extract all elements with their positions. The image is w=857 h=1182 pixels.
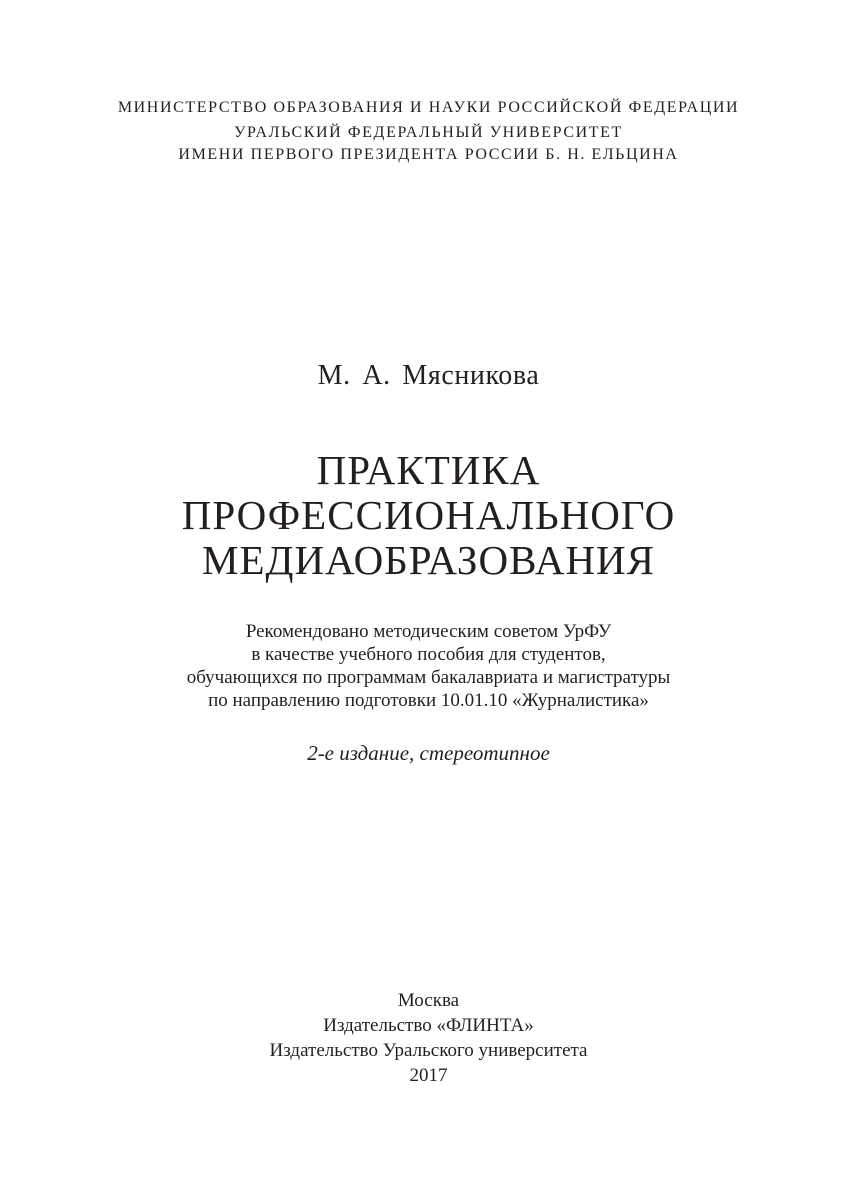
book-title <box>0 448 857 583</box>
university-dedication: ИМЕНИ ПЕРВОГО ПРЕЗИДЕНТА РОССИИ Б. Н. ЕЛЬЦИНА <box>178 146 679 163</box>
book-title-line: МЕДИАОБРАЗОВАНИЯ <box>201 537 656 583</box>
book-title-line: ПРОФЕССИОНАЛЬНОГО <box>181 492 676 538</box>
book-title-line: ПРАКТИКА <box>316 447 541 493</box>
recommendation-line: в качестве учебного пособия для студентов, <box>251 644 606 665</box>
recommendation-note <box>0 620 857 712</box>
author-name: М. А. Мясникова <box>317 360 540 391</box>
imprint-publisher: Издательство Уральского университета <box>269 1040 588 1061</box>
recommendation-line: Рекомендовано методическим советом УрФУ <box>245 621 612 642</box>
recommendation-line: обучающихся по программам бакалавриата и магистратуры <box>186 667 671 688</box>
recommendation-line: по направлению подготовки 10.01.10 «Журналистика» <box>208 690 649 711</box>
institution-header <box>0 96 857 166</box>
imprint <box>0 988 857 1088</box>
edition-note: 2-е издание, стереотипное <box>307 741 550 765</box>
imprint-city: Москва <box>397 990 460 1011</box>
imprint-publisher: Издательство «ФЛИНТА» <box>323 1015 534 1036</box>
ministry-name: МИНИСТЕРСТВО ОБРАЗОВАНИЯ И НАУКИ РОССИЙСКОЙ ФЕДЕРАЦИИ <box>117 99 740 116</box>
university-name: УРАЛЬСКИЙ ФЕДЕРАЛЬНЫЙ УНИВЕРСИТЕТ <box>234 124 623 141</box>
imprint-year: 2017 <box>409 1065 448 1086</box>
